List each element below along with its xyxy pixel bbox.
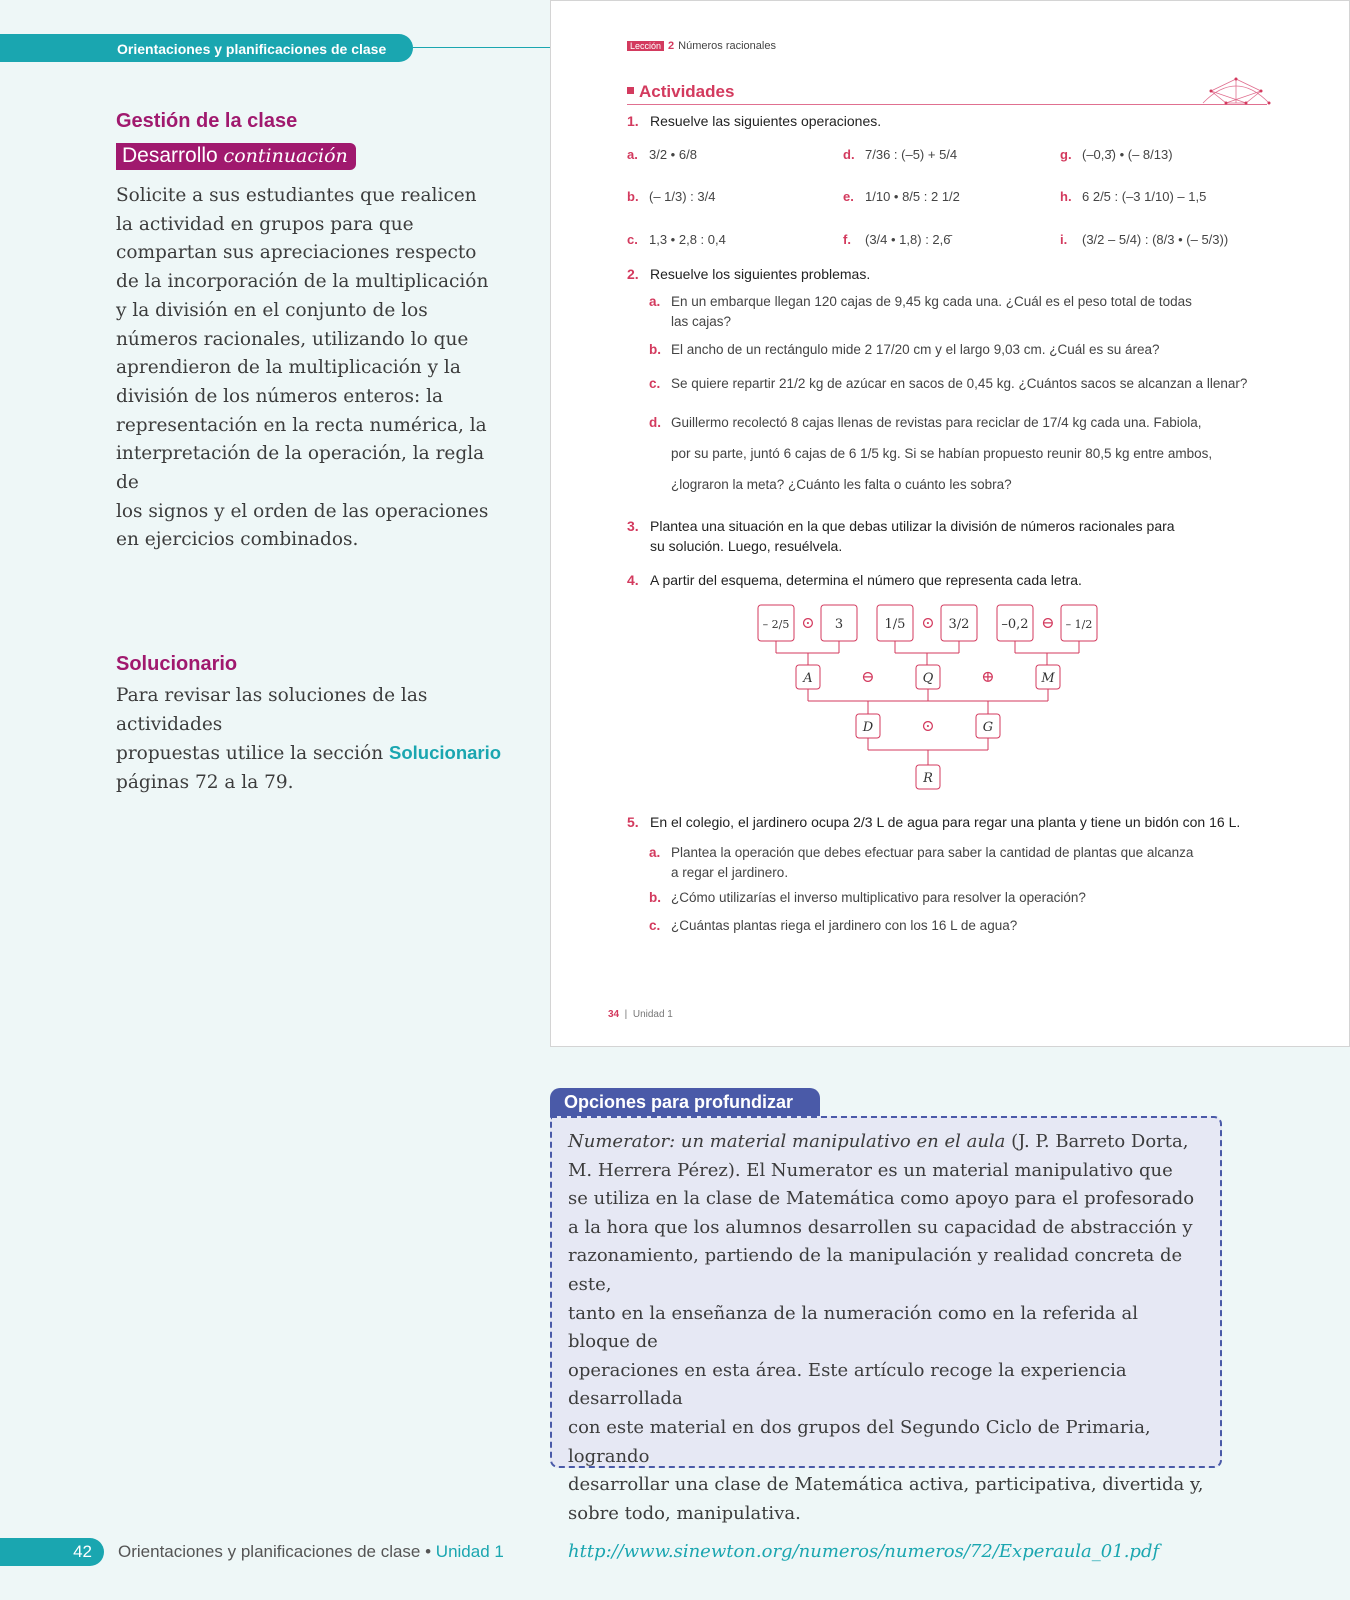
paragraph-line: interpretación de la operación, la regla de xyxy=(116,443,485,494)
exercise-e: e. 1/10 • 8/5 : 2 1/2 xyxy=(843,189,960,204)
paragraph-line: números racionales, utilizando lo que xyxy=(116,328,469,350)
badge-label: Desarrollo xyxy=(122,144,218,167)
letter-M: M xyxy=(1041,671,1055,686)
box-line: desarrollar una clase de Matemática activa, participativa, divertida y, xyxy=(568,1474,1204,1496)
exercise-g: g. (–0,3̄) • (– 8/13) xyxy=(1060,147,1173,162)
sub-item-d: d. Guillermo recolectó 8 cajas llenas de revistas para reciclar de 17/4 kg cada una. Fabiola, por su parte, juntó 6 cajas de 6 1/5 kg. Si se habían propuesto reunir 80,5 kg entre ambos, ¿lograron la meta? ¿Cuánto les falta o cuánto les sobra? xyxy=(649,415,1213,492)
operator-top-2: ⊖ xyxy=(1041,613,1055,632)
top-value-2: 1/5 xyxy=(884,617,906,632)
geometric-decoration-icon xyxy=(1201,75,1271,107)
operations-diagram xyxy=(751,601,1111,801)
top-value-0: – 2/5 xyxy=(762,618,790,631)
solu-line-2: propuestas utilice la sección xyxy=(116,743,384,765)
lesson-title: Números racionales xyxy=(678,40,776,52)
box-tab: Opciones para profundizar xyxy=(550,1088,820,1117)
exercise-h: h. 6 2/5 : (–3 1/10) – 1,5 xyxy=(1060,189,1207,204)
operator-low: ⊙ xyxy=(921,716,935,735)
paragraph-line: división de los números enteros: la xyxy=(116,385,444,407)
activities-title: Actividades xyxy=(627,82,1267,105)
solucionario-section xyxy=(116,653,536,798)
deepening-box xyxy=(550,1116,1222,1563)
top-value-5: – 1/2 xyxy=(1065,618,1093,631)
top-value-3: 3/2 xyxy=(948,617,970,632)
paragraph-line: Solicite a sus estudiantes que realicen xyxy=(116,185,477,206)
letter-D: D xyxy=(862,720,874,735)
operator-mid-0: ⊖ xyxy=(861,667,875,686)
paragraph-line: compartan sus apreciaciones respecto xyxy=(116,242,477,264)
guidance-paragraph xyxy=(116,182,496,555)
solucionario-title: Solucionario xyxy=(116,653,238,675)
exercise-a: a. 3/2 • 6/8 xyxy=(627,147,697,162)
sub-item-a: a. Plantea la operación que debes efectuar para saber la cantidad de plantas que alcanza a regar el jardinero. xyxy=(649,845,1194,880)
header-rule xyxy=(413,47,550,48)
operator-mid-1: ⊕ xyxy=(981,667,995,686)
sub-item-c: c. ¿Cuántas plantas riega el jardinero con los 16 L de agua? xyxy=(649,918,1018,933)
operator-top-0: ⊙ xyxy=(801,613,815,632)
paragraph-line: de la incorporación de la multiplicación xyxy=(116,271,489,293)
box-line: con este material en dos grupos del Segundo Ciclo de Primaria, logrando xyxy=(568,1416,1151,1467)
student-page-footer: 34 | Unidad 1 xyxy=(608,1009,673,1020)
paragraph-line: la actividad en grupos para que xyxy=(116,213,414,235)
top-value-1: 3 xyxy=(834,617,844,632)
question-1: 1. Resuelve las siguientes operaciones. xyxy=(627,113,882,129)
badge-italic: continuación xyxy=(223,145,348,167)
box-line: a la hora que los alumnos desarrollen su capacidad de abstracción y xyxy=(568,1216,1193,1238)
box-reference-title: Numerator: un material manipulativo en el aula xyxy=(568,1131,1006,1152)
student-page xyxy=(550,0,1350,1047)
box-line: sobre todo, manipulativa. xyxy=(568,1502,801,1524)
left-column xyxy=(116,110,516,555)
box-line: tanto en la enseñanza de la numeración como en la referida al bloque de xyxy=(568,1302,1138,1353)
question-3: 3. Plantea una situación en la que debas utilizar la división de números racionales para su solución. Luego, resuélvela. xyxy=(627,518,1175,554)
lesson-label: Lección xyxy=(627,41,664,51)
page-number: 42 xyxy=(0,1538,104,1566)
header-ribbon: Orientaciones y planificaciones de clase xyxy=(0,34,413,62)
solucionario-link[interactable]: Solucionario xyxy=(389,742,502,764)
page-footer: Orientaciones y planificaciones de clase • Unidad 1 xyxy=(118,1542,504,1561)
letter-R: R xyxy=(923,771,933,786)
section-title: Gestión de la clase xyxy=(116,110,298,132)
exercise-i: i. (3/2 – 5/4) : (8/3 • (– 5/3)) xyxy=(1060,232,1229,247)
solu-line-1: Para revisar las soluciones de las actividades xyxy=(116,685,428,735)
question-4: 4. A partir del esquema, determina el número que representa cada letra. xyxy=(627,572,1082,588)
paragraph-line: los signos y el orden de las operaciones xyxy=(116,500,489,522)
question-5: 5. En el colegio, el jardinero ocupa 2/3 L de agua para regar una planta y tiene un bidón con 16 L. xyxy=(627,814,1241,830)
box-line: razonamiento, partiendo de la manipulación y realidad concreta de este, xyxy=(568,1245,1183,1295)
paragraph-line: aprendieron de la multiplicación y la xyxy=(116,357,461,379)
exercise-d: d. 7/36 : (–5) + 5/4 xyxy=(843,147,958,162)
lesson-tag xyxy=(627,40,776,52)
solucionario-text xyxy=(116,682,536,798)
sub-item-b: b. El ancho de un rectángulo mide 2 17/20 cm y el largo 9,03 cm. ¿Cuál es su área? xyxy=(649,342,1160,357)
unit-label: Unidad 1 xyxy=(435,1542,504,1561)
paragraph-line: representación en la recta numérica, la xyxy=(116,414,487,436)
exercise-b: b. (– 1/3) : 3/4 xyxy=(627,189,716,204)
sub-item-c: c. Se quiere repartir 21/2 kg de azúcar en sacos de 0,45 kg. ¿Cuántos sacos se alcanzan a llenar? xyxy=(649,376,1248,391)
box-line: M. Herrera Pérez). El Numerator es un material manipulativo que xyxy=(568,1159,1173,1181)
letter-G: G xyxy=(982,720,994,735)
box-line: operaciones en esta área. Este artículo recoge la experiencia desarrollada xyxy=(568,1359,1127,1410)
paragraph-line: en ejercicios combinados. xyxy=(116,529,359,551)
reference-link[interactable]: http://www.sinewton.org/numeros/numeros/72/Experaula_01.pdf xyxy=(568,1541,1160,1563)
top-value-4: –0,2 xyxy=(1001,617,1029,632)
box-line: se utiliza en la clase de Matemática como apoyo para el profesorado xyxy=(568,1188,1195,1210)
solu-line-3: páginas 72 a la 79. xyxy=(116,772,294,794)
letter-A: A xyxy=(803,671,813,686)
exercise-f: f. (3/4 • 1,8) : 2,6̄ xyxy=(843,232,951,247)
letter-Q: Q xyxy=(922,671,934,686)
sub-item-b: b. ¿Cómo utilizarías el inverso multiplicativo para resolver la operación? xyxy=(649,890,1086,905)
development-badge xyxy=(116,143,356,170)
lesson-number: 2 xyxy=(668,40,675,52)
sub-item-a: a. En un embarque llegan 120 cajas de 9,45 kg cada una. ¿Cuál es el peso total de todas las cajas? xyxy=(649,294,1192,329)
operator-top-1: ⊙ xyxy=(921,613,935,632)
box-text: Numerator: un material manipulativo en el aula (J. P. Barreto Dorta, M. Herrera Pérez). El Numerator es un material manipulativo que se utiliza en la clase de Matemática como apoyo para el profesorado a la hora que los alumnos desarrollen su capacidad de abstracción y razonamiento, partiendo de la manipulación y realidad concreta de este, tanto en la enseñanza de la numeración como en la referida al bloque de operaciones en esta área. Este artículo recoge la experiencia desarrollada con este material en dos grupos del Segundo Ciclo de Primaria, logrando desarrollar una clase de Matemática activa, participativa, divertida y, sobre todo, manipulativa. xyxy=(568,1128,1204,1528)
paragraph-line: y la división en el conjunto de los xyxy=(116,299,428,321)
question-2: 2. Resuelve los siguientes problemas. xyxy=(627,266,871,282)
exercise-c: c. 1,3 • 2,8 : 0,4 xyxy=(627,232,726,247)
